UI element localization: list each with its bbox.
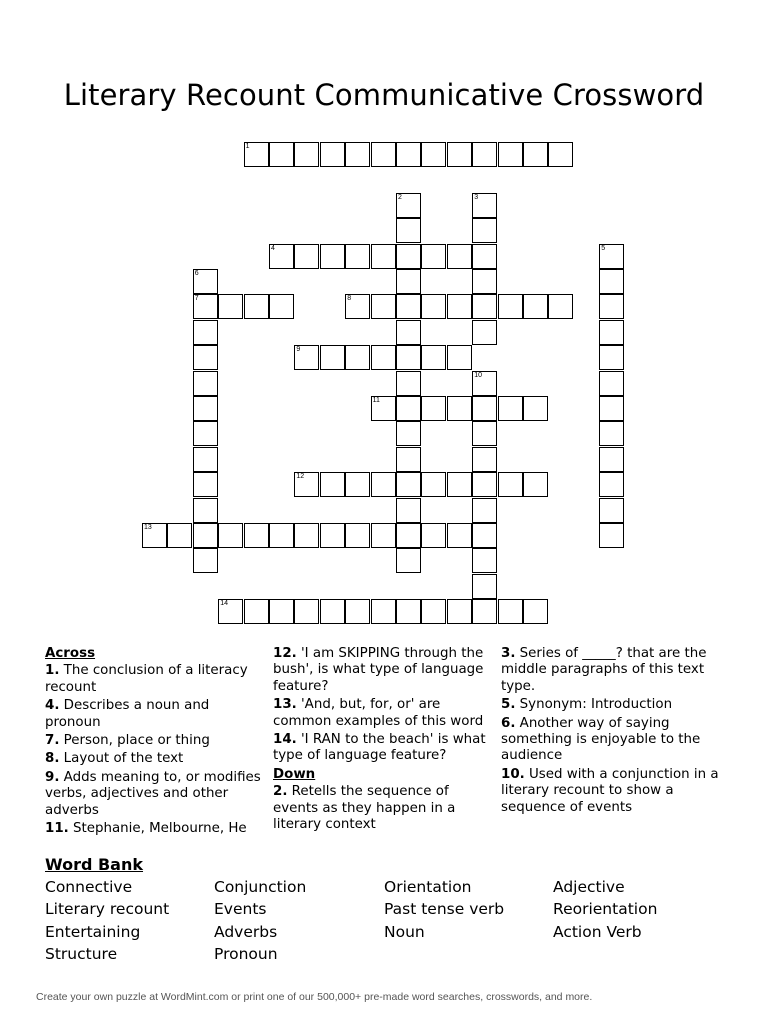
crossword-cell[interactable] — [599, 320, 624, 345]
word-bank-word: Orientation — [384, 878, 472, 896]
crossword-cell[interactable] — [294, 599, 319, 624]
crossword-cell[interactable] — [396, 498, 421, 523]
crossword-cell[interactable] — [371, 345, 396, 370]
crossword-cell[interactable] — [396, 548, 421, 573]
crossword-cell[interactable] — [447, 244, 472, 269]
crossword-cell[interactable] — [396, 320, 421, 345]
clue-text: Series of _____? that are the middle paragraphs of this text type. — [501, 646, 707, 694]
cell-number: 3 — [474, 193, 479, 201]
crossword-cell[interactable] — [548, 142, 573, 167]
crossword-cell[interactable] — [523, 599, 548, 624]
crossword-cell[interactable] — [447, 599, 472, 624]
crossword-cell[interactable] — [472, 320, 497, 345]
crossword-cell[interactable] — [599, 523, 624, 548]
crossword-cell[interactable] — [421, 472, 446, 497]
clue-text: Another way of saying something is enjoyable to the audience — [501, 715, 701, 764]
crossword-cell[interactable] — [218, 294, 243, 319]
crossword-cell[interactable] — [599, 396, 624, 421]
cell-number: 7 — [194, 295, 199, 303]
word-bank-word: Reorientation — [553, 900, 658, 919]
crossword-cell[interactable] — [472, 447, 497, 472]
down-clue-list-1 — [273, 784, 495, 833]
word-bank-column-2 — [214, 876, 306, 965]
page-title: Literary Recount Communicative Crossword — [63, 78, 705, 112]
crossword-cell[interactable] — [193, 269, 218, 294]
crossword-cell[interactable] — [269, 599, 294, 624]
clue-text: Adds meaning to, or modifies verbs, adjectives and other adverbs — [45, 769, 261, 818]
down-heading: Down — [273, 766, 316, 782]
across-clue-14 — [273, 732, 495, 765]
across-heading: Across — [45, 646, 96, 661]
crossword-cell[interactable] — [396, 269, 421, 294]
clue-number: 10. — [501, 766, 525, 782]
crossword-cell[interactable] — [599, 294, 624, 319]
across-clue-1 — [45, 663, 267, 696]
across-clue-7 — [45, 733, 267, 749]
crossword-cell[interactable] — [396, 472, 421, 497]
crossword-cell[interactable] — [193, 447, 218, 472]
crossword-cell[interactable] — [472, 193, 497, 218]
clue-number: 8. — [45, 751, 60, 767]
clue-text: Layout of the text — [59, 751, 184, 767]
crossword-cell[interactable] — [193, 523, 218, 548]
cell-number: 12 — [296, 473, 305, 481]
word-bank-column-1 — [45, 876, 169, 965]
clue-number: 11. — [45, 821, 69, 837]
cell-number: 6 — [194, 270, 199, 277]
crossword-cell[interactable] — [167, 523, 192, 548]
crossword-cell[interactable] — [523, 472, 548, 497]
crossword-cell[interactable] — [523, 396, 548, 421]
crossword-cell[interactable] — [244, 523, 269, 548]
clue-text: The conclusion of a literacy recount — [45, 663, 248, 695]
down-clue-2 — [273, 784, 495, 833]
word-bank-word: Connective — [45, 878, 133, 896]
cell-number: 2 — [398, 193, 402, 201]
crossword-cell[interactable] — [599, 447, 624, 472]
cell-number: 10 — [474, 371, 482, 379]
crossword-cell[interactable] — [447, 142, 472, 167]
down-clue-10 — [501, 767, 723, 816]
crossword-cell[interactable] — [269, 523, 294, 548]
word-bank-word: Pronoun — [214, 944, 278, 963]
crossword-cell[interactable] — [523, 142, 548, 167]
crossword-cell[interactable] — [371, 599, 396, 624]
clue-number: 2. — [273, 784, 288, 800]
cell-number: 1 — [245, 143, 250, 150]
word-bank-word: Literary recount — [45, 900, 170, 919]
clue-text: Used with a conjunction in a literary recount to show a sequence of events — [501, 766, 719, 815]
clue-number: 3. — [501, 646, 516, 661]
clue-text: Stephanie, Melbourne, He — [68, 821, 247, 837]
crossword-cell[interactable] — [421, 599, 446, 624]
crossword-cell[interactable] — [244, 142, 269, 167]
crossword-cell[interactable] — [396, 447, 421, 472]
crossword-cell[interactable] — [193, 294, 218, 319]
down-clue-5 — [501, 697, 723, 713]
crossword-cell[interactable] — [371, 472, 396, 497]
across-clue-13 — [273, 697, 495, 730]
crossword-cell[interactable] — [371, 523, 396, 548]
crossword-cell[interactable] — [142, 523, 167, 548]
word-bank-word: Action Verb — [553, 922, 642, 941]
crossword-cell[interactable] — [396, 142, 421, 167]
crossword-cell[interactable] — [294, 142, 319, 167]
clue-text: Person, place or thing — [59, 733, 210, 749]
crossword-cell[interactable] — [396, 396, 421, 421]
crossword-cell[interactable] — [498, 472, 523, 497]
word-bank-word: Entertaining — [45, 922, 141, 941]
clue-number: 12. — [273, 646, 297, 661]
crossword-cell[interactable] — [345, 472, 370, 497]
clue-number: 6. — [501, 715, 516, 731]
crossword-cell[interactable] — [345, 244, 370, 269]
cell-number: 14 — [220, 600, 228, 608]
crossword-cell[interactable] — [371, 244, 396, 269]
footer-note: Create your own puzzle at WordMint.com or print one of our 500,000+ pre-made word searches, crosswords, and more. — [36, 991, 593, 1003]
crossword-cell[interactable] — [218, 523, 243, 548]
cell-number: 9 — [296, 346, 301, 354]
clues-column-2 — [273, 646, 495, 835]
crossword-cell[interactable] — [599, 472, 624, 497]
crossword-cell[interactable] — [548, 294, 573, 319]
word-bank-word: Noun — [384, 922, 425, 941]
crossword-cell[interactable] — [472, 269, 497, 294]
crossword-cell[interactable] — [396, 599, 421, 624]
clue-number: 5. — [501, 697, 516, 713]
word-bank-heading: Word Bank — [45, 855, 144, 874]
cell-number: 8 — [347, 295, 352, 303]
crossword-cell[interactable] — [421, 294, 446, 319]
crossword-cell[interactable] — [396, 345, 421, 370]
crossword-cell[interactable] — [396, 193, 421, 218]
crossword-cell[interactable] — [498, 294, 523, 319]
word-bank-word: Conjunction — [214, 878, 307, 896]
clue-number: 14. — [273, 732, 297, 748]
clues-column-3 — [501, 646, 723, 818]
clue-number: 7. — [45, 733, 60, 749]
crossword-cell[interactable] — [472, 142, 497, 167]
clue-text: 'I am SKIPPING through the bush', is what type of language feature? — [273, 646, 484, 694]
crossword-cell[interactable] — [320, 142, 345, 167]
crossword-cell[interactable] — [345, 599, 370, 624]
word-bank-word: Events — [214, 900, 267, 919]
crossword-cell[interactable] — [345, 523, 370, 548]
clue-number: 4. — [45, 698, 60, 714]
crossword-cell[interactable] — [472, 574, 497, 599]
crossword-cell[interactable] — [396, 294, 421, 319]
crossword-cell[interactable] — [320, 472, 345, 497]
clue-text: Synonym: Introduction — [515, 697, 673, 713]
crossword-cell[interactable] — [472, 218, 497, 243]
crossword-cell[interactable] — [472, 294, 497, 319]
crossword-cell[interactable] — [498, 599, 523, 624]
crossword-cell[interactable] — [396, 421, 421, 446]
across-clue-list-1 — [45, 663, 267, 837]
word-bank-column-3 — [384, 876, 504, 943]
crossword-cell[interactable] — [193, 371, 218, 396]
crossword-cell[interactable] — [472, 472, 497, 497]
cell-number: 5 — [601, 244, 606, 252]
crossword-cell[interactable] — [599, 371, 624, 396]
crossword-cell[interactable] — [599, 498, 624, 523]
crossword-cell[interactable] — [345, 294, 370, 319]
crossword-cell[interactable] — [599, 345, 624, 370]
clue-text: Retells the sequence of events as they happen in a literary context — [273, 784, 456, 833]
crossword-cell[interactable] — [294, 345, 319, 370]
crossword-cell[interactable] — [269, 142, 294, 167]
down-clue-6 — [501, 716, 723, 765]
across-clue-4 — [45, 698, 267, 731]
crossword-cell[interactable] — [447, 345, 472, 370]
crossword-cell[interactable] — [447, 523, 472, 548]
word-bank-column-4 — [553, 876, 657, 943]
down-clue-list-2 — [501, 646, 723, 816]
cell-number: 11 — [372, 397, 380, 404]
word-bank-word: Adjective — [553, 878, 625, 896]
crossword-cell[interactable] — [396, 523, 421, 548]
clue-number: 9. — [45, 769, 60, 785]
crossword-cell[interactable] — [320, 523, 345, 548]
crossword-cell[interactable] — [599, 244, 624, 269]
crossword-cell[interactable] — [320, 599, 345, 624]
crossword-cell[interactable] — [523, 294, 548, 319]
crossword-cell[interactable] — [294, 472, 319, 497]
crossword-cell[interactable] — [421, 396, 446, 421]
crossword-cell[interactable] — [193, 396, 218, 421]
crossword-cell[interactable] — [294, 244, 319, 269]
crossword-cell[interactable] — [371, 396, 396, 421]
down-clue-3 — [501, 646, 723, 695]
crossword-cell[interactable] — [193, 498, 218, 523]
crossword-cell[interactable] — [320, 244, 345, 269]
crossword-cell[interactable] — [447, 472, 472, 497]
crossword-cell[interactable] — [371, 142, 396, 167]
crossword-cell[interactable] — [345, 345, 370, 370]
crossword-cell[interactable] — [269, 244, 294, 269]
crossword-cell[interactable] — [294, 523, 319, 548]
word-bank-word: Structure — [45, 944, 118, 963]
clue-text: Describes a noun and pronoun — [45, 698, 210, 730]
crossword-cell[interactable] — [447, 294, 472, 319]
crossword-cell[interactable] — [218, 599, 243, 624]
across-clue-list-2 — [273, 646, 495, 765]
across-clue-12 — [273, 646, 495, 695]
clue-text: 'I RAN to the beach' is what type of language feature? — [273, 732, 486, 764]
crossword-cell[interactable] — [472, 244, 497, 269]
across-clue-11 — [45, 821, 267, 837]
crossword-cell[interactable] — [498, 396, 523, 421]
crossword-cell[interactable] — [599, 421, 624, 446]
crossword-cell[interactable] — [396, 244, 421, 269]
crossword-cell[interactable] — [421, 345, 446, 370]
crossword-cell[interactable] — [193, 320, 218, 345]
crossword-cell[interactable] — [345, 142, 370, 167]
crossword-cell[interactable] — [244, 294, 269, 319]
clue-number: 13. — [273, 697, 297, 713]
crossword-cell[interactable] — [472, 548, 497, 573]
across-clue-9 — [45, 770, 267, 819]
crossword-cell[interactable] — [472, 396, 497, 421]
across-clue-8 — [45, 751, 267, 767]
crossword-cell[interactable] — [244, 599, 269, 624]
crossword-cell[interactable] — [193, 345, 218, 370]
crossword-cell[interactable] — [396, 218, 421, 243]
crossword-cell[interactable] — [421, 142, 446, 167]
crossword-cell[interactable] — [320, 345, 345, 370]
crossword-cell[interactable] — [193, 548, 218, 573]
word-bank-word: Adverbs — [214, 922, 278, 941]
crossword-cell[interactable] — [421, 244, 446, 269]
crossword-cell[interactable] — [472, 371, 497, 396]
crossword-cell[interactable] — [472, 498, 497, 523]
crossword-cell[interactable] — [396, 371, 421, 396]
crossword-cell[interactable] — [472, 421, 497, 446]
crossword-cell[interactable] — [498, 142, 523, 167]
crossword-cell[interactable] — [371, 294, 396, 319]
clue-text: 'And, but, for, or' are common examples of this word — [273, 697, 484, 729]
crossword-cell[interactable] — [599, 269, 624, 294]
crossword-cell[interactable] — [447, 396, 472, 421]
clues-column-1 — [45, 646, 267, 839]
crossword-cell[interactable] — [421, 523, 446, 548]
crossword-cell[interactable] — [472, 599, 497, 624]
word-bank-word: Past tense verb — [384, 900, 505, 919]
crossword-cell[interactable] — [193, 421, 218, 446]
crossword-cell[interactable] — [472, 523, 497, 548]
cell-number: 13 — [144, 524, 152, 531]
crossword-cell[interactable] — [193, 472, 218, 497]
clue-number: 1. — [45, 663, 60, 679]
cell-number: 4 — [271, 244, 275, 252]
crossword-cell[interactable] — [269, 294, 294, 319]
